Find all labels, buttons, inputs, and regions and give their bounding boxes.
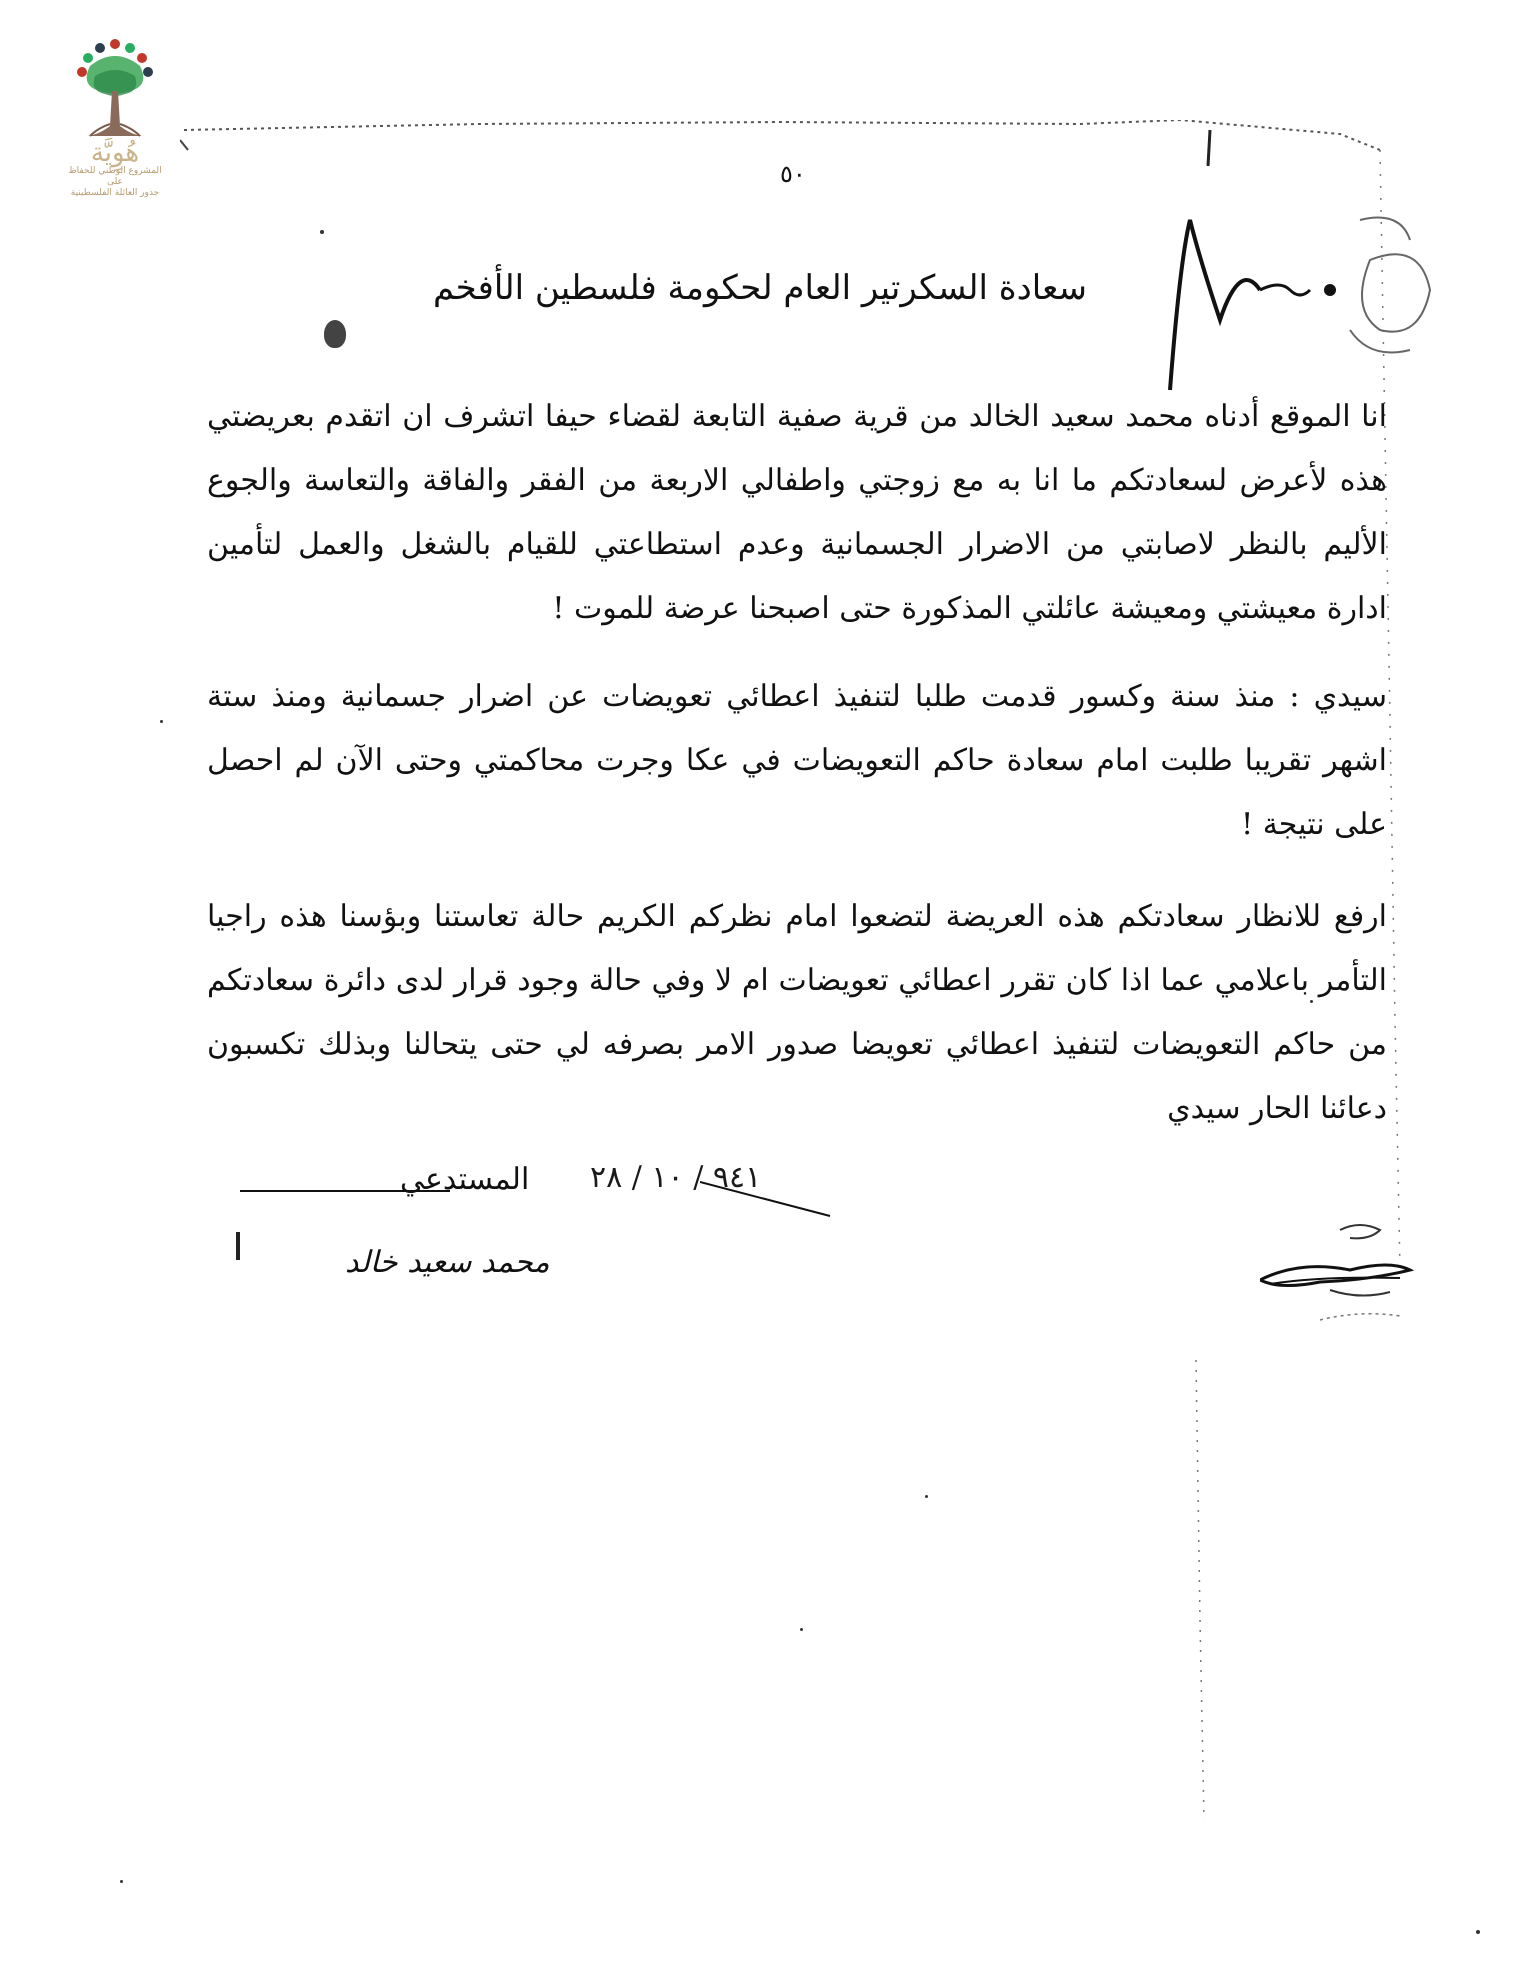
logo-subtitle-1: المشروع الوطني للحفاظ على (68, 166, 162, 187)
paragraph-2: سيدي : منذ سنة وكسور قدمت طلبا لتنفيذ اعطائي تعويضات عن اضرار جسمانية ومنذ ستة اشهر تقريبا طلبت امام سعادة حاكم التعويضات في عكا وجرت محاكمتي وحتى الآن لم احصل على نتيجة ! (207, 679, 1387, 842)
logo (60, 36, 170, 198)
scan-noise (160, 720, 163, 723)
tree-logo-icon (70, 36, 160, 146)
scan-noise (120, 1880, 123, 1883)
margin-mark (236, 1232, 240, 1260)
logo-subtitle-2: جذور العائلة الفلسطينية (70, 187, 160, 198)
paragraph-3: ارفع للانظار سعادتكم هذه العريضة لتضعوا امام نظركم الكريم حالة تعاستنا وبؤسنا هذه راجيا التأمر باعلامي عما اذا كان تقرر اعطائي تعويضات ام لا وفي حالة وجود قرار لدى دائرة سعادتكم من حاكم التعويضات لتنفيذ اعطائي تعويضا صدور الامر بصرفه لي حتى يتحالنا وبذلك تكسبون دعائنا الحار سيدي (207, 899, 1387, 1126)
document-date: ٩٤١ / ١٠ / ٢٨ (590, 1160, 762, 1195)
scan-noise (1310, 1000, 1313, 1003)
scan-noise (320, 230, 324, 234)
document-number: ٥٠ (780, 160, 806, 188)
scan-noise (800, 1628, 803, 1631)
official-signature-scribble (1260, 1220, 1430, 1340)
signer-name: محمد سعيد خالد (345, 1245, 550, 1280)
scan-noise (925, 1495, 928, 1498)
logo-title: هُوِيَّة (90, 138, 140, 168)
ink-blot (324, 320, 346, 348)
paragraph-1: انا الموقع أدناه محمد سعيد الخالد من قرية صفية التابعة لقضاء حيفا اتشرف ان اتقدم بعريضتي هذه لأعرض لسعادتكم ما انا به مع زوجتي واطفالي الاربعة من الفقر والفاقة والتعاسة والجوع الأليم بالنظر لاصابتي من الاضرار الجسمانية وعدم استطاعتي للقيام بالشغل والعمل لتأمين ادارة معيشتي ومعيشة عائلتي المذكورة حتى اصبحنا عرضة للموت ! (207, 399, 1387, 626)
salutation: سعادة السكرتير العام لحكومة فلسطين الأفخم (433, 268, 1087, 308)
date-underline (700, 1180, 840, 1220)
signoff-label: المستدعي (400, 1162, 530, 1197)
margin-annotation (1160, 200, 1440, 400)
scan-noise (1476, 1930, 1480, 1934)
